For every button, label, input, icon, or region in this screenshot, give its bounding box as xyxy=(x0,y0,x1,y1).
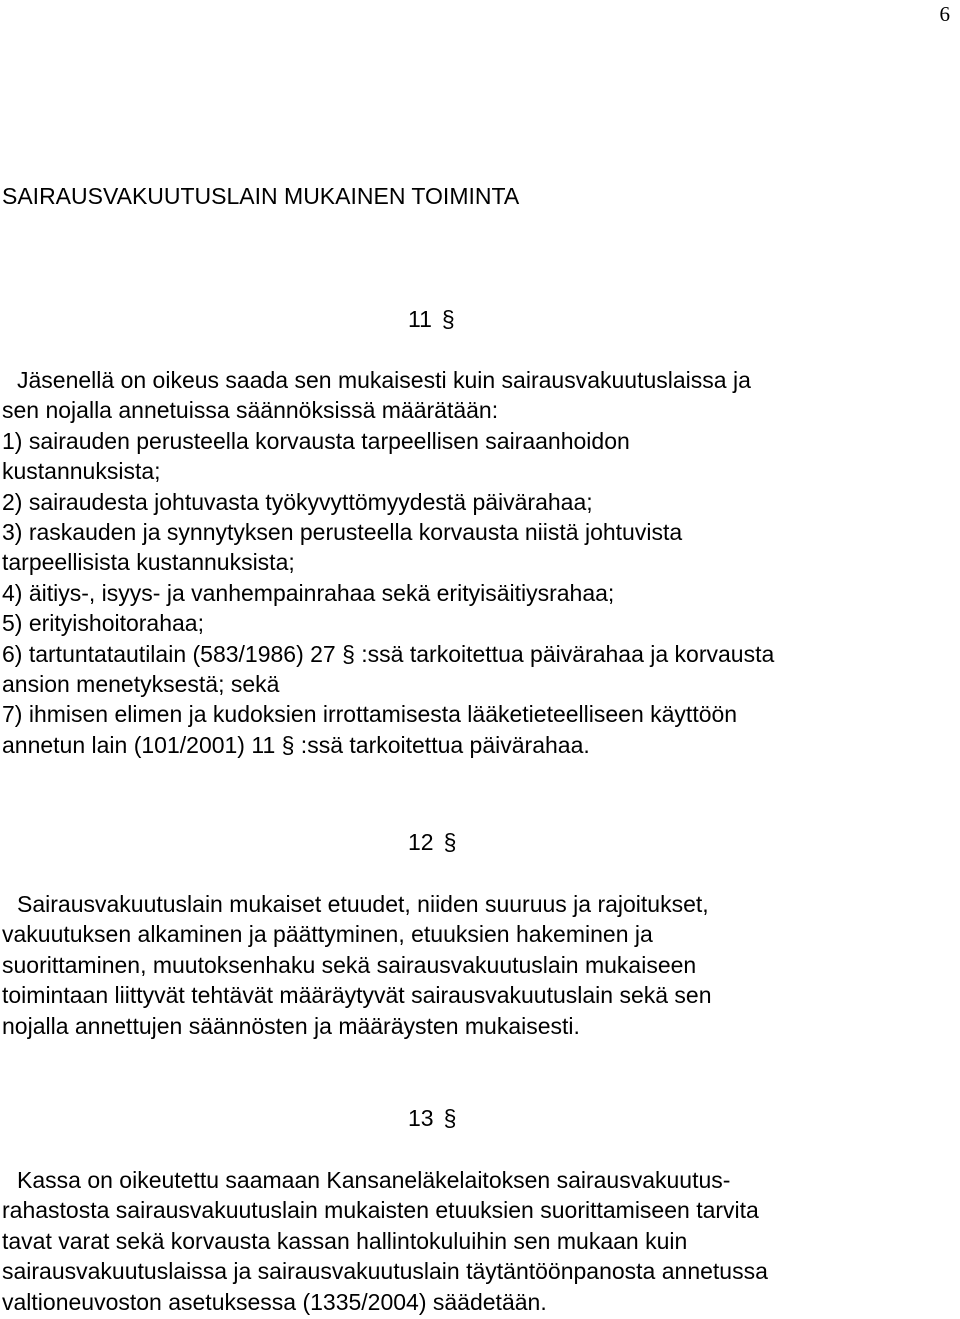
paragraph-line: valtioneuvoston asetuksessa (1335/2004) säädetään. xyxy=(2,1288,547,1315)
section-sign: § xyxy=(441,306,455,332)
page-number: 6 xyxy=(939,2,950,26)
paragraph-line: sen nojalla annetuissa säännöksissä määrätään: xyxy=(2,397,499,424)
list-item-continuation: ansion menetyksestä; sekä xyxy=(2,670,280,697)
paragraph-line: nojalla annettujen säännösten ja määräysten mukaisesti. xyxy=(2,1012,580,1039)
section-11-body xyxy=(2,365,774,760)
list-item-continuation: tarpeellisista kustannuksista; xyxy=(2,549,295,576)
section-12-heading xyxy=(400,828,480,856)
list-item-continuation: kustannuksista; xyxy=(2,458,161,485)
paragraph-line: Jäsenellä on oikeus saada sen mukaisesti kuin sairausvakuutuslaissa ja xyxy=(17,367,751,393)
list-item: 1) sairauden perusteella korvausta tarpeellisen sairaanhoidon xyxy=(2,427,630,454)
paragraph-line: suorittaminen, muutoksenhaku sekä sairausvakuutuslain mukaiseen xyxy=(2,951,697,978)
paragraph-line: Kassa on oikeutettu saamaan Kansaneläkelaitoksen sairausvakuutus- xyxy=(17,1167,731,1193)
section-13-heading xyxy=(400,1104,480,1132)
paragraph-line: tavat varat sekä korvausta kassan hallintokuluihin sen mukaan kuin xyxy=(2,1227,688,1254)
list-item: 4) äitiys-, isyys- ja vanhempainrahaa sekä erityisäitiysrahaa; xyxy=(2,579,615,606)
list-item: 5) erityishoitorahaa; xyxy=(2,610,204,637)
list-item: 3) raskauden ja synnytyksen perusteella korvausta niistä johtuvista xyxy=(2,518,683,545)
section-number: 12 xyxy=(408,829,434,855)
section-number: 13 xyxy=(408,1105,434,1131)
paragraph-line: vakuutuksen alkaminen ja päättyminen, etuuksien hakeminen ja xyxy=(2,921,653,948)
section-sign: § xyxy=(443,829,457,855)
list-item-continuation: annetun lain (101/2001) 11 § :ssä tarkoitettua päivärahaa. xyxy=(2,731,590,758)
paragraph-line: toimintaan liittyvät tehtävät määräytyvät sairausvakuutuslain sekä sen xyxy=(2,982,712,1009)
section-13-body xyxy=(2,1165,768,1317)
document-heading: SAIRAUSVAKUUTUSLAIN MUKAINEN TOIMINTA xyxy=(2,183,520,209)
paragraph-line: rahastosta sairausvakuutuslain mukaisten etuuksien suorittamiseen tarvita xyxy=(2,1197,759,1224)
section-sign: § xyxy=(443,1105,457,1131)
paragraph-line: Sairausvakuutuslain mukaiset etuudet, niiden suuruus ja rajoitukset, xyxy=(17,891,709,917)
section-12-body xyxy=(2,889,712,1041)
section-number: 11 xyxy=(408,306,432,332)
list-item: 7) ihmisen elimen ja kudoksien irrottamisesta lääketieteelliseen käyttöön xyxy=(2,701,738,728)
section-11-heading xyxy=(400,305,480,333)
paragraph-line: sairausvakuutuslaissa ja sairausvakuutuslain täytäntöönpanosta annetussa xyxy=(2,1258,768,1285)
list-item: 2) sairaudesta johtuvasta työkyvyttömyydestä päivärahaa; xyxy=(2,488,593,515)
list-item: 6) tartuntatautilain (583/1986) 27 § :ssä tarkoitettua päivärahaa ja korvausta xyxy=(2,640,775,667)
